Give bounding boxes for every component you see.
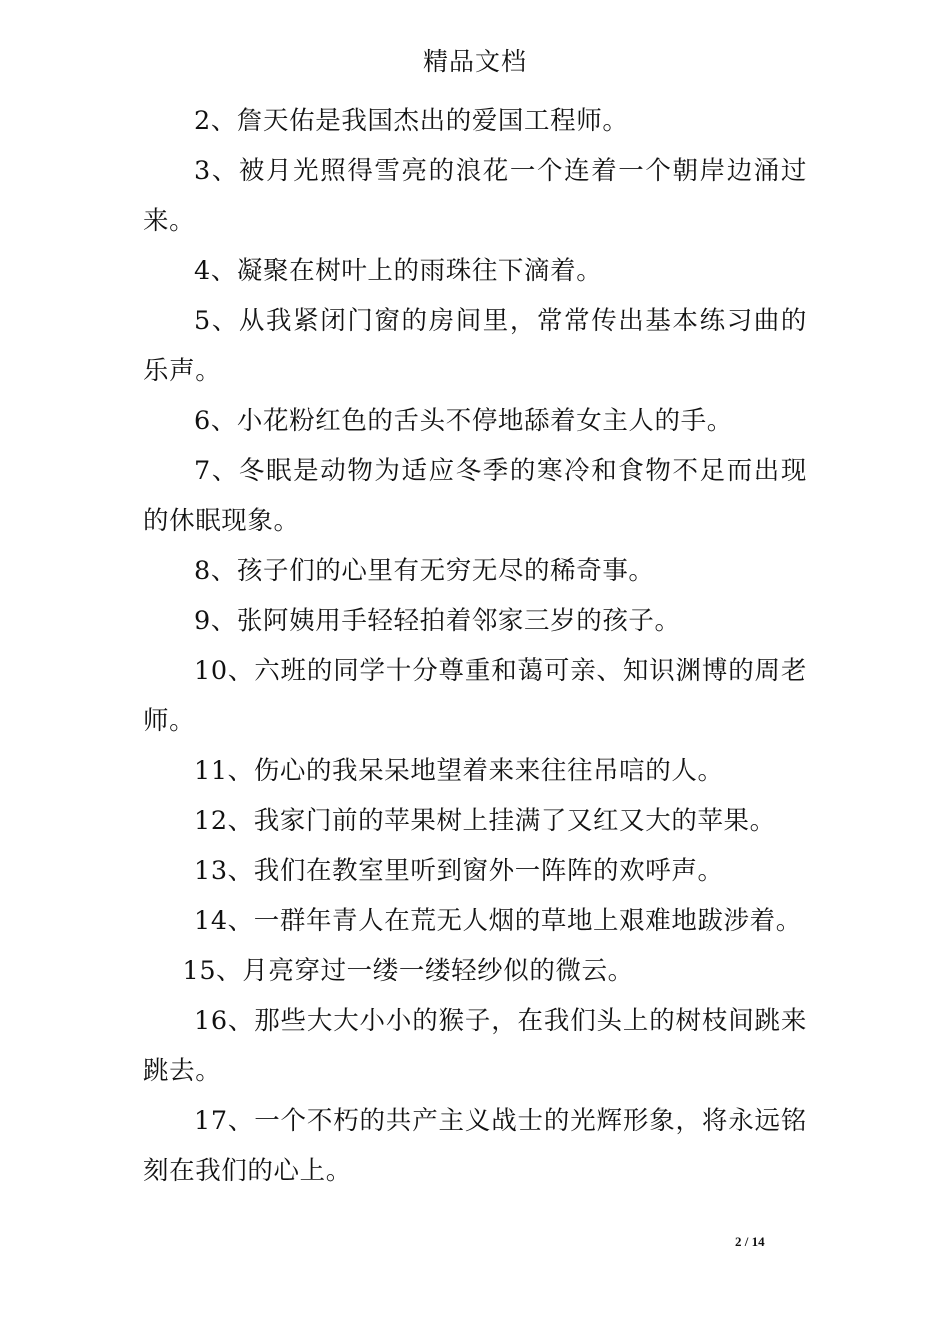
sentence-paragraph: 11、伤心的我呆呆地望着来来往往吊唁的人。 [194, 756, 724, 786]
sentence-paragraph: 2、詹天佑是我国杰出的爱国工程师。 [194, 106, 629, 136]
sentence-paragraph: 10、六班的同学十分尊重和蔼可亲、知识渊博的周老师。 [143, 656, 807, 736]
sentence-paragraph: 17、一个不朽的共产主义战士的光辉形象，将永远铭刻在我们的心上。 [143, 1106, 807, 1186]
sentence-paragraph: 12、我家门前的苹果树上挂满了又红又大的苹果。 [194, 806, 776, 836]
sentence-paragraph: 7、冬眠是动物为适应冬季的寒冷和食物不足而出现的休眠现象。 [143, 456, 807, 536]
sentence-paragraph: 13、我们在教室里听到窗外一阵阵的欢呼声。 [194, 856, 724, 886]
document-body [143, 96, 807, 1196]
sentence-paragraph: 15、月亮穿过一缕一缕轻纱似的微云。 [182, 956, 634, 986]
sentence-paragraph: 9、张阿姨用手轻轻拍着邻家三岁的孩子。 [194, 606, 681, 636]
sentence-paragraph: 16、那些大大小小的猴子，在我们头上的树枝间跳来跳去。 [143, 1006, 807, 1086]
page-number: 2 / 14 [735, 1234, 765, 1249]
sentence-paragraph: 4、凝聚在树叶上的雨珠往下滴着。 [194, 256, 603, 286]
sentence-paragraph: 8、孩子们的心里有无穷无尽的稀奇事。 [194, 556, 655, 586]
sentence-paragraph: 6、小花粉红色的舌头不停地舔着女主人的手。 [194, 406, 733, 436]
sentence-paragraph: 3、被月光照得雪亮的浪花一个连着一个朝岸边涌过来。 [143, 156, 807, 236]
sentence-paragraph: 5、从我紧闭门窗的房间里，常常传出基本练习曲的乐声。 [143, 306, 807, 386]
sentence-paragraph: 14、一群年青人在荒无人烟的草地上艰难地跋涉着。 [194, 906, 802, 936]
page-header-title: 精品文档 [422, 47, 527, 76]
